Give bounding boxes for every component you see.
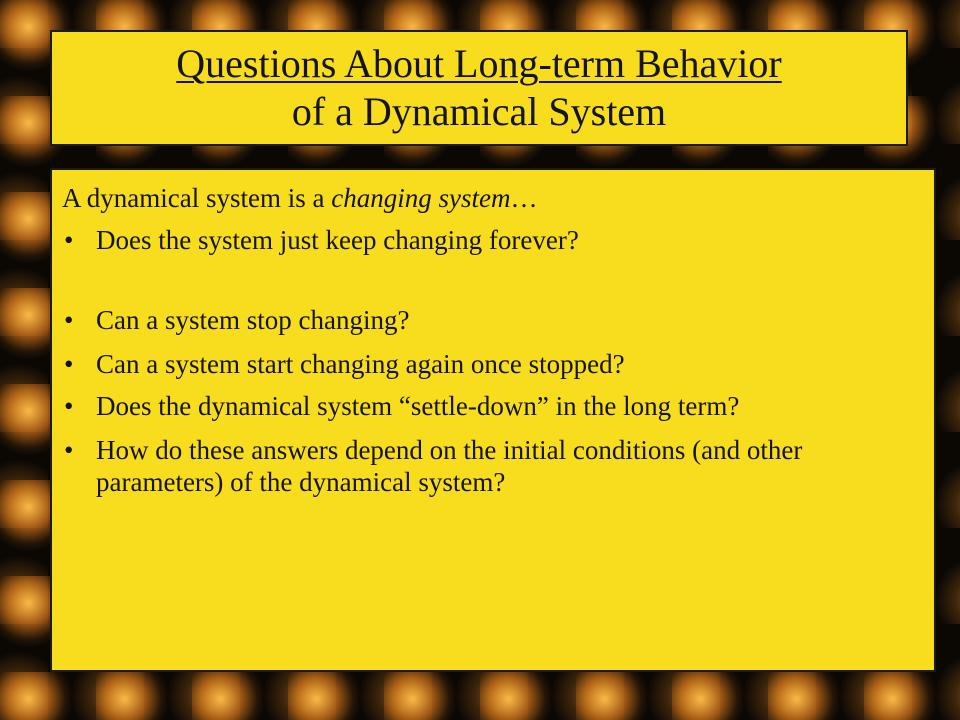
bullet-text: Does the dynamical system “settle-down” in the long term?	[96, 391, 740, 421]
bullet-dot: •	[64, 435, 74, 465]
bullet-dot: •	[64, 305, 74, 335]
title-box	[50, 30, 908, 146]
content-box	[50, 168, 936, 672]
bullet-text: Can a system stop changing?	[96, 305, 410, 335]
intro-suffix: …	[510, 183, 538, 213]
bullet-item	[62, 348, 906, 380]
slide-title-line-2: of a Dynamical System	[291, 89, 667, 134]
bullet-text: Does the system just keep changing forever?	[96, 225, 579, 255]
intro-prefix: A dynamical system is a	[62, 183, 332, 213]
bullet-text: Can a system start changing again once stopped?	[96, 349, 625, 379]
bullet-item	[62, 304, 906, 336]
bullet-item	[62, 434, 906, 498]
bullet-dot: •	[64, 225, 74, 255]
bullet-item	[62, 224, 906, 256]
bullet-item	[62, 390, 906, 422]
intro-text	[62, 182, 906, 214]
bullet-list	[62, 224, 906, 498]
intro-emphasis: changing system	[331, 183, 511, 213]
bullet-text: How do these answers depend on the initial conditions (and other parameters) of the dynamical system?	[96, 435, 803, 497]
bullet-dot: •	[64, 391, 74, 421]
slide-title-line-1: Questions About Long-term Behavior	[176, 41, 782, 86]
bullet-dot: •	[64, 349, 74, 379]
